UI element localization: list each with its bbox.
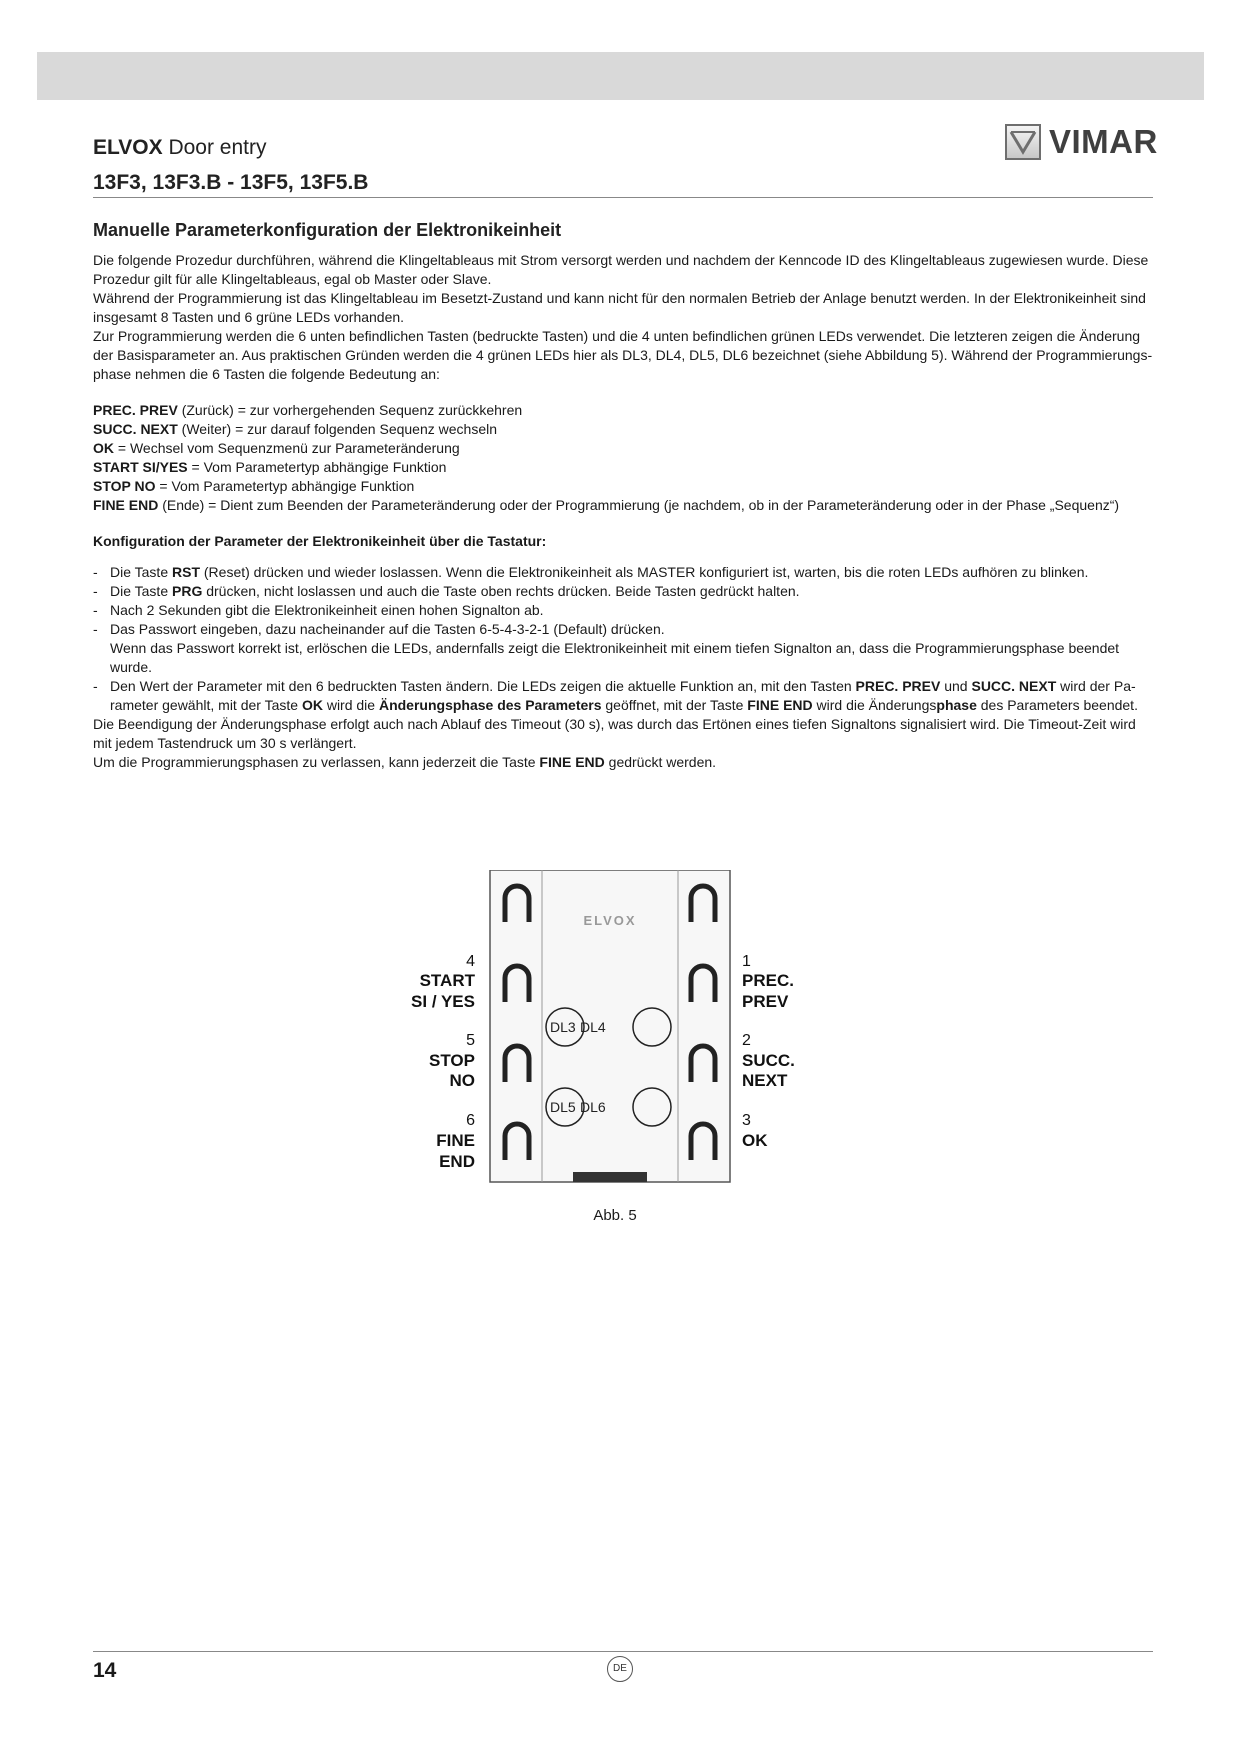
led-label: DL5: [550, 1099, 576, 1115]
config-step: [93, 677, 1153, 715]
step-text: drücken, nicht loslassen und auch die Taste oben rechts drücken. Beide Tasten gedrückt halten.: [202, 583, 800, 599]
step-text: wird die: [322, 697, 379, 713]
step-key: PREC. PREV: [855, 678, 941, 694]
key-description: (Zurück) = zur vorhergehenden Sequenz zurückkehren: [177, 402, 523, 418]
step-key: Änderungsphase des Parameters: [378, 697, 602, 713]
step-text: des Parameters beendet.: [976, 697, 1138, 713]
step-key: phase: [936, 697, 977, 713]
footer-divider: [93, 1651, 1153, 1652]
step-text: Die Taste: [110, 583, 172, 599]
intro-paragraph: Während der Programmierung ist das Klingeltableau im Besetzt-Zustand und kann nicht für den normalen Betrieb der Anlage benutzt werden. In der Elektronikeinheit sind insgesamt 8 Tasten und 6 grüne LEDs vorhanden.: [93, 290, 1146, 325]
key-description: (Ende) = Dient zum Beenden der Parameteränderung oder der Programmierung (je nachdem, ob in der Parameteränderung oder in der Phase „Sequenz“): [158, 497, 1120, 513]
key-label: FINE: [436, 1131, 475, 1150]
model-heading: 13F3, 13F3.B - 13F5, 13F5.B: [93, 171, 369, 194]
key-number: 5: [466, 1032, 475, 1049]
device-connector: [573, 1172, 647, 1182]
led-label: DL3: [550, 1019, 576, 1035]
key-description: = Wechsel vom Sequenzmenü zur Parameteränderung: [114, 440, 460, 456]
key-meaning: [93, 496, 1153, 515]
key-label: START: [419, 971, 475, 990]
key-label: STOP: [429, 1051, 475, 1070]
step-key: SUCC. NEXT: [971, 678, 1057, 694]
key-description: (Weiter) = zur darauf folgenden Sequenz wechseln: [177, 421, 498, 437]
step-text: wird die Änderungs: [812, 697, 937, 713]
key-meaning: [93, 477, 1153, 496]
key-name: PREC. PREV: [93, 402, 178, 418]
exit-note: [93, 753, 1153, 772]
step-text: wird der Pa-rameter gewählt, mit der Taste: [110, 678, 1136, 713]
keypad-figure: [405, 870, 825, 1195]
key-label: SUCC.: [742, 1051, 795, 1070]
step-text: gedrückt werden.: [604, 754, 717, 770]
step-text: (Reset) drücken und wieder loslassen. Wenn die Elektronikeinheit als MASTER konfiguriert ist, warten, bis die roten LEDs aufhören zu blinken.: [200, 564, 1089, 580]
top-gray-band: [37, 52, 1204, 100]
key-label: END: [439, 1152, 475, 1171]
config-step-continuation: Wenn das Passwort korrekt ist, erlöschen die LEDs, andernfalls zeigt die Elektronikeinheit mit einem tiefen Signalton an, dass die Programmierungsphase beendet wurde.: [110, 640, 1120, 675]
timeout-note: Die Beendigung der Änderungsphase erfolgt auch nach Ablauf des Timeout (30 s), was durch das Ertönen eines tiefen Signaltons signalisiert wird. Die Timeout-Zeit wird mit jedem Tastendruck um 30 s verlängert.: [93, 716, 1136, 751]
figure-caption: Abb. 5: [593, 1207, 637, 1224]
key-name: SUCC. NEXT: [93, 421, 178, 437]
key-name: OK: [93, 440, 114, 456]
key-label: OK: [742, 1131, 768, 1150]
header-divider: [93, 197, 1153, 198]
brand-subtitle: Door entry: [162, 136, 267, 159]
key-meaning: [93, 401, 1153, 420]
key-label: SI / YES: [411, 992, 475, 1011]
key-number: 4: [466, 953, 475, 970]
key-label: PREC.: [742, 971, 794, 990]
key-name: FINE END: [93, 497, 159, 513]
config-step: [93, 582, 1153, 601]
step-key: PRG: [172, 583, 203, 599]
config-section: [93, 532, 1153, 772]
config-step: - Nach 2 Sekunden gibt die Elektronikeinheit einen hohen Signalton ab.: [93, 601, 1153, 620]
key-label: NO: [449, 1071, 475, 1090]
key-meaning: [93, 420, 1153, 439]
key-meanings-list: [93, 401, 1153, 515]
intro-paragraph: Die folgende Prozedur durchführen, während die Klingeltableaus mit Strom versorgt werden und nachdem der Kenncode ID des Klingeltableaus zugewiesen wurde. Diese Prozedur gilt für alle Klingeltableaus, egal ob Master oder Slave.: [93, 252, 1149, 287]
key-number: 3: [742, 1112, 751, 1129]
step-text: Den Wert der Parameter mit den 6 bedruckten Tasten ändern. Die LEDs zeigen die aktuelle Funktion an, mit den Tasten: [110, 678, 856, 694]
language-badge: DE: [607, 1656, 633, 1682]
step-key: OK: [301, 697, 323, 713]
section-title: Manuelle Parameterkonfiguration der Elektronikeinheit: [93, 220, 562, 240]
key-label: PREV: [742, 992, 789, 1011]
step-key: RST: [172, 564, 200, 580]
led-label: DL4: [580, 1019, 606, 1035]
config-title: Konfiguration der Parameter der Elektronikeinheit über die Tastatur:: [93, 533, 547, 549]
brand-heading: [93, 136, 267, 160]
vimar-logo-text: VIMAR: [1049, 123, 1158, 160]
key-meaning: [93, 458, 1153, 477]
step-text: Um die Programmierungsphasen zu verlassen, kann jederzeit die Taste: [93, 754, 540, 770]
vimar-logo: [1005, 123, 1158, 161]
vimar-logo-icon: [1005, 124, 1041, 160]
key-number: 6: [466, 1112, 475, 1129]
device-logo: ELVOX: [583, 913, 637, 928]
brand-name: ELVOX: [93, 136, 163, 159]
key-description: = Vom Parametertyp abhängige Funktion: [187, 459, 447, 475]
key-meaning: [93, 439, 1153, 458]
led-label: DL6: [580, 1099, 606, 1115]
key-description: = Vom Parametertyp abhängige Funktion: [155, 478, 415, 494]
intro-paragraph: Zur Programmierung werden die 6 unten befindlichen Tasten (bedruckte Tasten) und die 4 unten befindlichen grünen LEDs verwendet. Die letzteren zeigen die Änderung der Basisparameter an. Aus praktischen Gründen werden die 4 grünen LEDs hier als DL3, DL4, DL5, DL6 bezeichnet (siehe Abbildung 5). Während der Programmierungs-phase nehmen die 6 Tasten die folgende Bedeutung an:: [93, 328, 1153, 382]
key-name: STOP NO: [93, 478, 156, 494]
key-label: NEXT: [742, 1071, 788, 1090]
step-key: FINE END: [539, 754, 605, 770]
key-number: 1: [742, 953, 751, 970]
step-key: FINE END: [747, 697, 813, 713]
step-text: Die Taste: [110, 564, 172, 580]
config-step: - Das Passwort eingeben, dazu nacheinander auf die Tasten 6-5-4-3-2-1 (Default) drücken.: [93, 620, 1153, 639]
step-text: geöffnet, mit der Taste: [601, 697, 748, 713]
config-step: [93, 563, 1153, 582]
intro-text: [93, 251, 1153, 384]
page-number: 14: [93, 1659, 117, 1682]
key-number: 2: [742, 1032, 751, 1049]
step-text: und: [940, 678, 972, 694]
key-name: START SI/YES: [93, 459, 188, 475]
